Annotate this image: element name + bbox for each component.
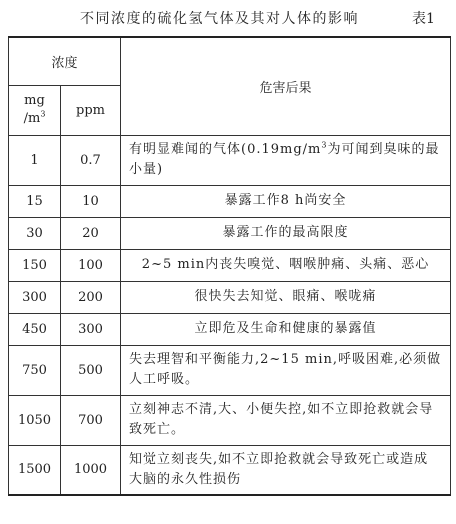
mg-value: 15 (9, 185, 61, 217)
mg-value: 1050 (9, 395, 61, 445)
table-row (9, 135, 451, 185)
table-row (9, 185, 451, 217)
table-row (9, 395, 451, 445)
mg-value: 450 (9, 313, 61, 345)
effect-text: 暴露工作8 h尚安全 (121, 185, 451, 217)
effect-text: 知觉立刻丧失,如不立即抢救就会导致死亡或造成大脑的永久性损伤 (121, 445, 451, 495)
table-row (9, 345, 451, 395)
effect-text: 立刻神志不清,大、小便失控,如不立即抢救就会导致死亡。 (121, 395, 451, 445)
ppm-value: 700 (61, 395, 121, 445)
ppm-value: 300 (61, 313, 121, 345)
ppm-value: 1000 (61, 445, 121, 495)
mg-value: 150 (9, 249, 61, 281)
ppm-value: 100 (61, 249, 121, 281)
mg-value: 30 (9, 217, 61, 249)
ppm-value: 200 (61, 281, 121, 313)
effect-text: 很快失去知觉、眼痛、喉咙痛 (121, 281, 451, 313)
header-row (9, 37, 451, 85)
table-title: 不同浓度的硫化氢气体及其对人体的影响 (80, 11, 359, 27)
table-row (9, 313, 451, 345)
concentration-header: 浓度 (9, 37, 121, 85)
mg-value: 750 (9, 345, 61, 395)
h2s-effects-table (8, 36, 451, 496)
mg-value: 300 (9, 281, 61, 313)
effect-text: 有明显难闻的气体($0.19mg/m^3$为可闻到臭味的最小量) (121, 135, 451, 185)
ppm-value: 500 (61, 345, 121, 395)
table-caption (0, 0, 456, 34)
table-row (9, 249, 451, 281)
effect-text: 2~5 min内丧失嗅觉、咽喉肿痛、头痛、恶心 (121, 249, 451, 281)
effect-header: 危害后果 (121, 37, 451, 135)
ppm-value: 20 (61, 217, 121, 249)
unit-mg-header: mg $/m^3$ (9, 85, 61, 135)
ppm-value: 0.7 (61, 135, 121, 185)
effect-text: 暴露工作的最高限度 (121, 217, 451, 249)
effect-text: 立即危及生命和健康的暴露值 (121, 313, 451, 345)
mg-value: 1 (9, 135, 61, 185)
table-row (9, 281, 451, 313)
table-number: 表1 (412, 11, 435, 27)
mg-value: 1500 (9, 445, 61, 495)
table-row (9, 217, 451, 249)
effect-text: 失去理智和平衡能力,2~15 min,呼吸困难,必须做人工呼吸。 (121, 345, 451, 395)
table-row (9, 445, 451, 495)
ppm-value: 10 (61, 185, 121, 217)
unit-ppm-header: ppm (61, 85, 121, 135)
